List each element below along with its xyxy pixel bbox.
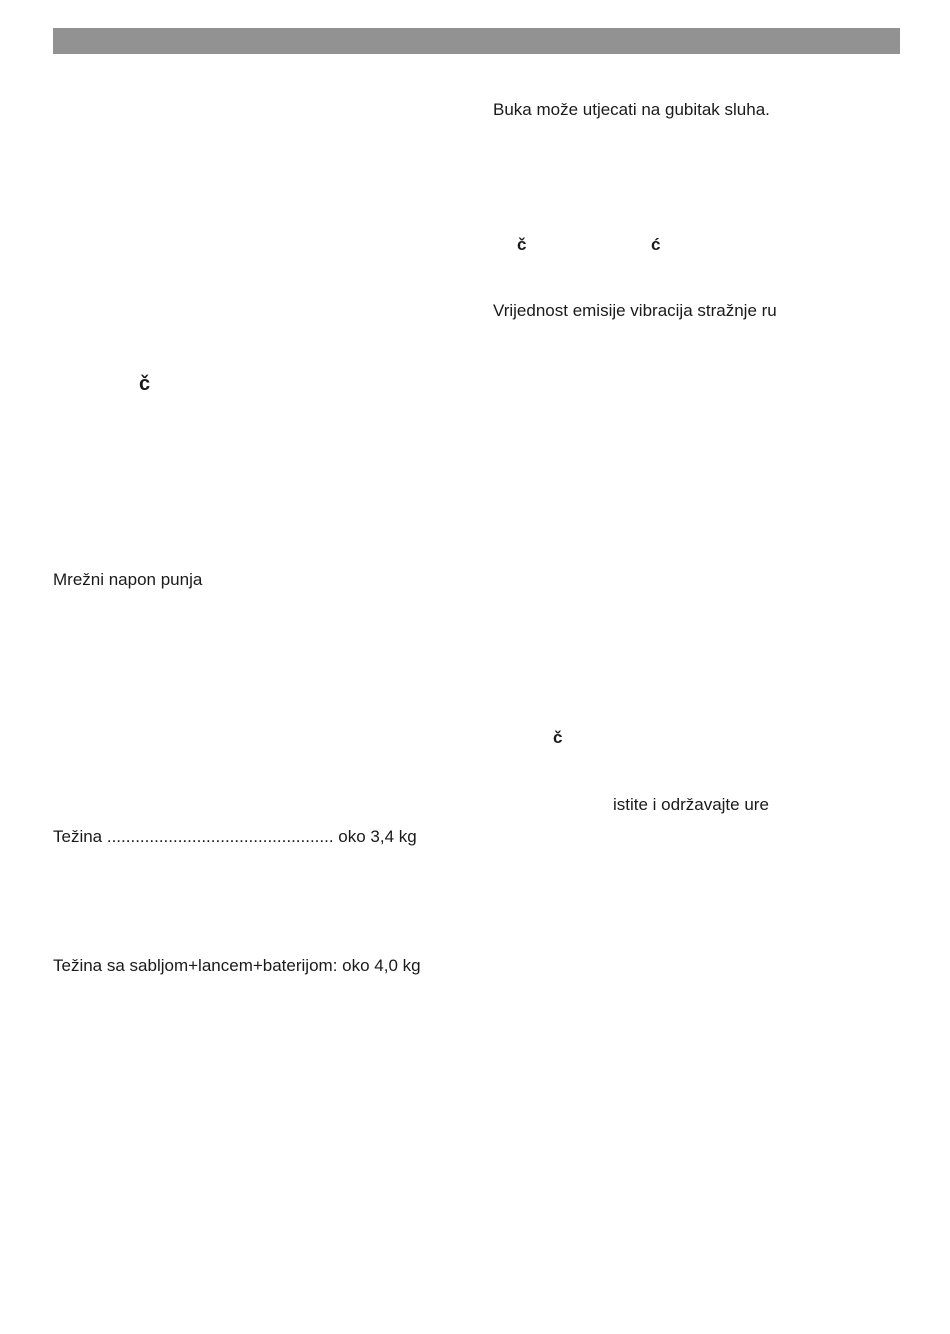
noise-warning-text: Buka može utjecati na gubitak sluha.: [493, 100, 770, 119]
maintenance-text: istite i održavajte ure: [613, 795, 769, 814]
c-caron-glyph-right-1: č: [517, 235, 527, 254]
header-bar: [53, 28, 900, 54]
c-caron-glyph-left: č: [139, 373, 151, 395]
weight-full-line: Težina sa sabljom+lancem+baterijom: oko 4,0 kg: [53, 956, 421, 975]
c-acute-glyph-right: ć: [651, 235, 661, 254]
c-caron-glyph-right-2: č: [553, 728, 563, 747]
weight-line: Težina ................................................ oko 3,4 kg: [53, 827, 417, 846]
vibration-text: Vrijednost emisije vibracija stražnje ru: [493, 301, 777, 320]
mains-voltage-text: Mrežni napon punja: [53, 570, 203, 589]
